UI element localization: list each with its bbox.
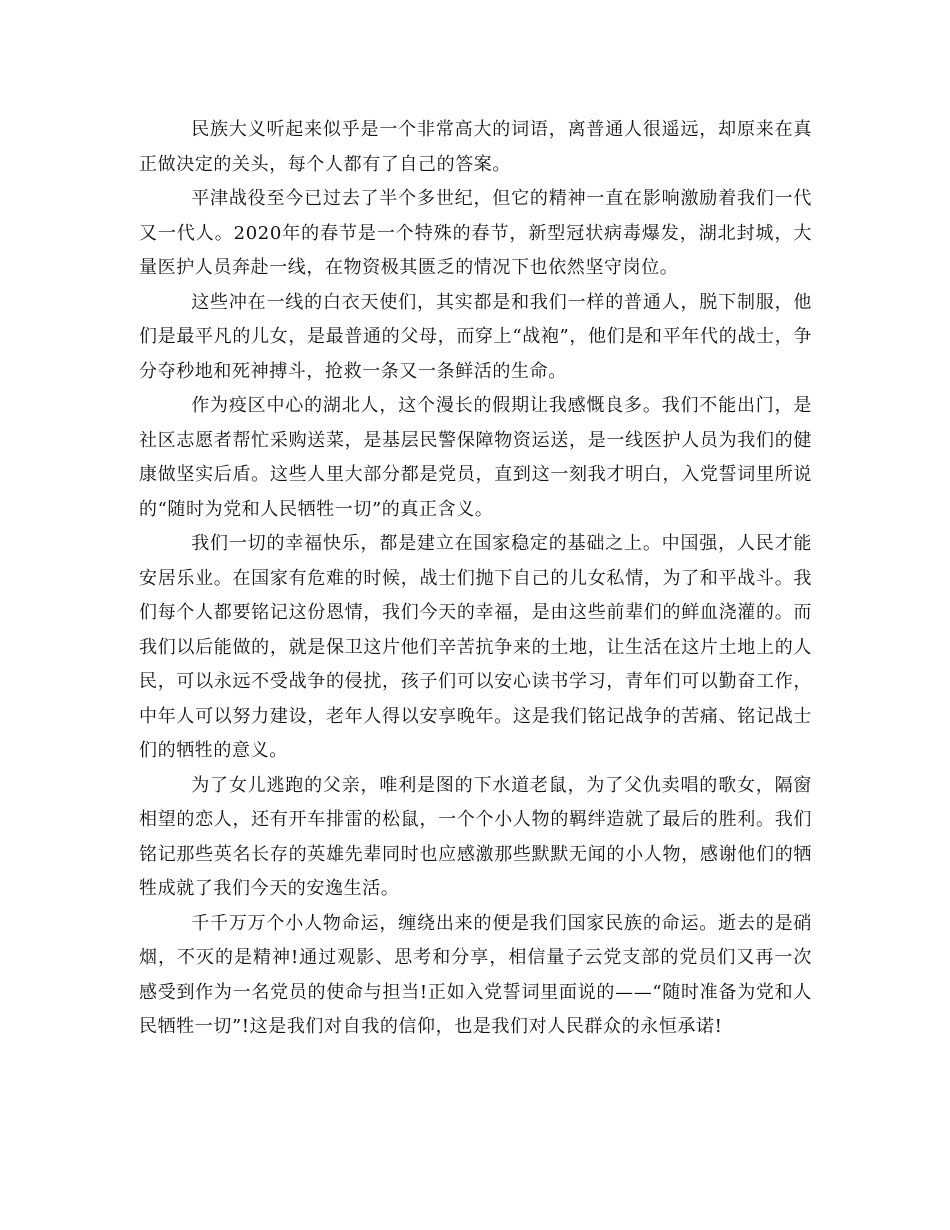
paragraph-2: 平津战役至今已过去了半个多世纪，但它的精神一直在影响激励着我们一代又一代人。2020年的春节是一个特殊的春节，新型冠状病毒爆发，湖北封城，大量医护人员奔赴一线，在物资极其匮乏的情况下也依然坚守岗位。 [139, 188, 812, 278]
document-body [139, 113, 812, 1045]
paragraph-7: 千千万万个小人物命运，缠绕出来的便是我们国家民族的命运。逝去的是硝烟，不灭的是精神!通过观影、思考和分享，相信量子云党支部的党员们又再一次感受到作为一名党员的使命与担当!正如入党誓词里面说的——“随时准备为党和人民牺牲一切”!这是我们对自我的信仰，也是我们对人民群众的永恒承诺! [139, 912, 812, 1037]
paragraph-6: 为了女儿逃跑的父亲，唯利是图的下水道老鼠，为了父仇卖唱的歌女，隔窗相望的恋人，还有开车排雷的松鼠，一个个小人物的羁绊造就了最后的胜利。我们铭记那些英名长存的英雄先辈同时也应感激那些默默无闻的小人物，感谢他们的牺牲成就了我们今天的安逸生活。 [139, 774, 812, 899]
paragraph-4: 作为疫区中心的湖北人，这个漫长的假期让我感慨良多。我们不能出门，是社区志愿者帮忙采购送菜，是基层民警保障物资运送，是一线医护人员为我们的健康做坚实后盾。这些人里大部分都是党员，直到这一刻我才明白，入党誓词里所说的“随时为党和人民牺牲一切”的真正含义。 [139, 395, 812, 520]
paragraph-1: 民族大义听起来似乎是一个非常高大的词语，离普通人很遥远，却原来在真正做决定的关头，每个人都有了自己的答案。 [139, 119, 812, 175]
paragraph-3: 这些冲在一线的白衣天使们，其实都是和我们一样的普通人，脱下制服，他们是最平凡的儿女，是最普通的父母，而穿上“战袍”，他们是和平年代的战士，争分夺秒地和死神搏斗，抢救一条又一条鲜活的生命。 [139, 291, 812, 382]
paragraph-5: 我们一切的幸福快乐，都是建立在国家稳定的基础之上。中国强，人民才能安居乐业。在国家有危难的时候，战士们抛下自己的儿女私情，为了和平战斗。我们每个人都要铭记这份恩情，我们今天的幸福，是由这些前辈们的鲜血浇灌的。而我们以后能做的，就是保卫这片他们辛苦抗争来的土地，让生活在这片土地上的人民，可以永远不受战争的侵扰，孩子们可以安心读书学习，青年们可以勤奋工作，中年人可以努力建设，老年人得以安享晚年。这是我们铭记战争的苦痛、铭记战士们的牺牲的意义。 [139, 533, 812, 761]
